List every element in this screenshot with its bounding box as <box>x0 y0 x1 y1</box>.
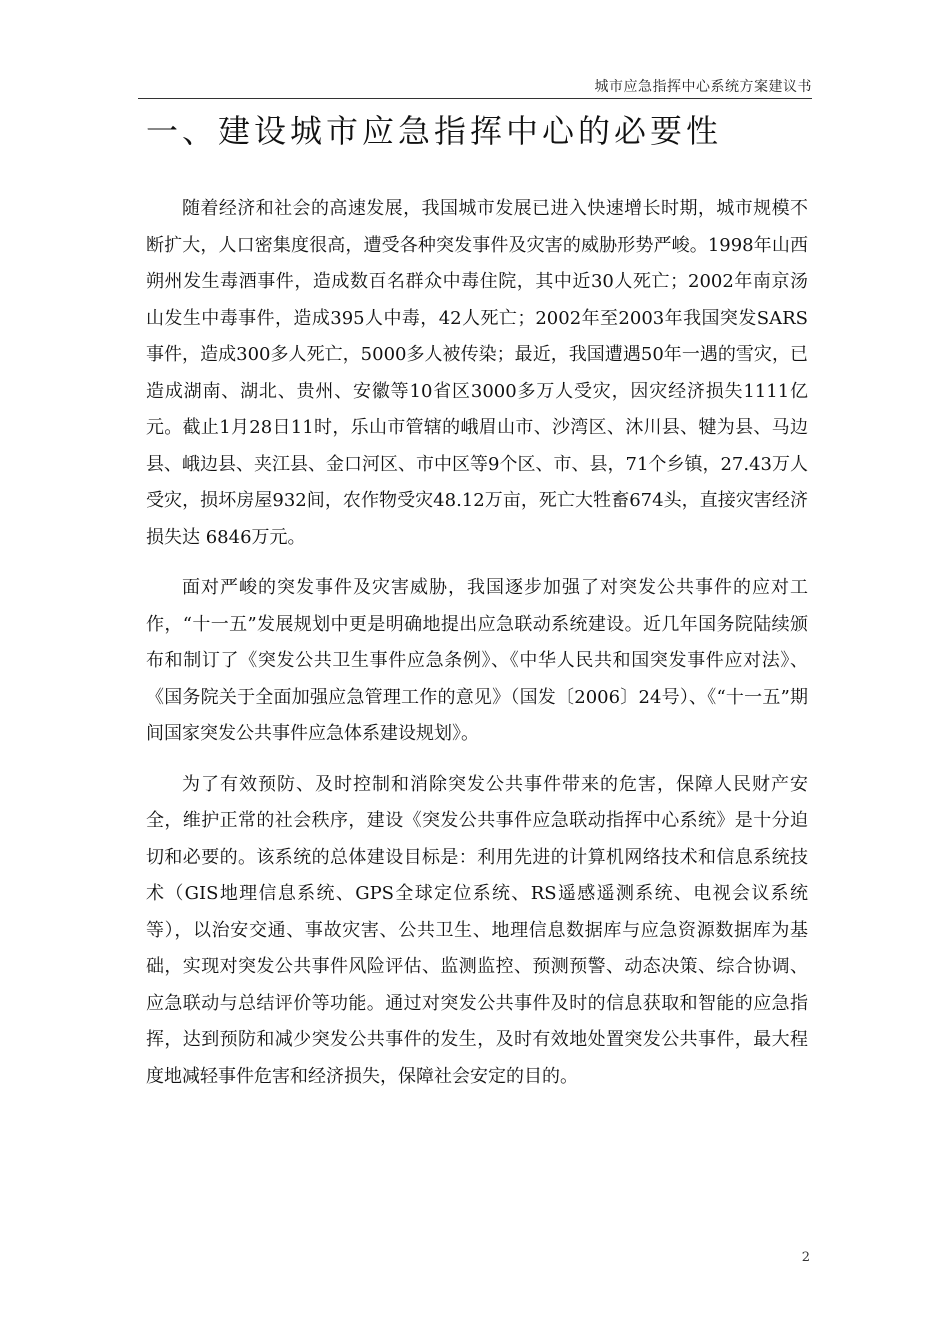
paragraph-policy: 面对严峻的突发事件及灾害威胁，我国逐步加强了对突发公共事件的应对工作，“十一五”发展规划中更是明确地提出应急联动系统建设。近几年国务院陆续颁布和制订了《突发公共卫生事件应急条例》、《中华人民共和国突发事件应对法》、《国务院关于全面加强应急管理工作的意见》（国发〔2006〕24号）、《“十一五”期间国家突发公共事件应急体系建设规划》。 <box>146 577 808 744</box>
header-divider <box>138 98 812 99</box>
paragraph-background: 随着经济和社会的高速发展，我国城市发展已进入快速增长时期，城市规模不断扩大，人口密集度很高，遭受各种突发事件及灾害的威胁形势严峻。1998年山西朔州发生毒酒事件，造成数百名群众中毒住院，其中近30人死亡；2002年南京汤山发生中毒事件，造成395人中毒，42人死亡；2002年至2003年我国突发SARS事件，造成300多人死亡，5000多人被传染；最近，我国遭遇50年一遇的雪灾，已造成湖南、湖北、贵州、安徽等10省区3000多万人受灾，因灾经济损失1111亿元。截止1月28日11时，乐山市管辖的峨眉山市、沙湾区、沐川县、犍为县、马边县、峨边县、夹江县、金口河区、市中区等9个区、市、县，71个乡镇，27.43万人受灾，损坏房屋932间，农作物受灾48.12万亩，死亡大牲畜674头，直接灾害经济损失达 6846万元。 <box>146 198 808 548</box>
running-header: 城市应急指挥中心系统方案建议书 <box>594 79 812 95</box>
paragraph-objectives: 为了有效预防、及时控制和消除突发公共事件带来的危害，保障人民财产安全，维护正常的社会秩序，建设《突发公共事件应急联动指挥中心系统》是十分迫切和必要的。该系统的总体建设目标是：利用先进的计算机网络技术和信息系统技术（GIS地理信息系统、GPS全球定位系统、RS遥感遥测系统、电视会议系统等），以治安交通、事故灾害、公共卫生、地理信息数据库与应急资源数据库为基础，实现对突发公共事件风险评估、监测监控、预测预警、动态决策、综合协调、应急联动与总结评价等功能。通过对突发公共事件及时的信息获取和智能的应急指挥，达到预防和减少突发公共事件的发生，及时有效地处置突发公共事件，最大程度地减轻事件危害和经济损失，保障社会安定的目的。 <box>146 773 808 1087</box>
body-text <box>146 191 808 1109</box>
chapter-title: 一、建设城市应急指挥中心的必要性 <box>146 112 723 150</box>
page-number: 2 <box>801 1250 810 1265</box>
